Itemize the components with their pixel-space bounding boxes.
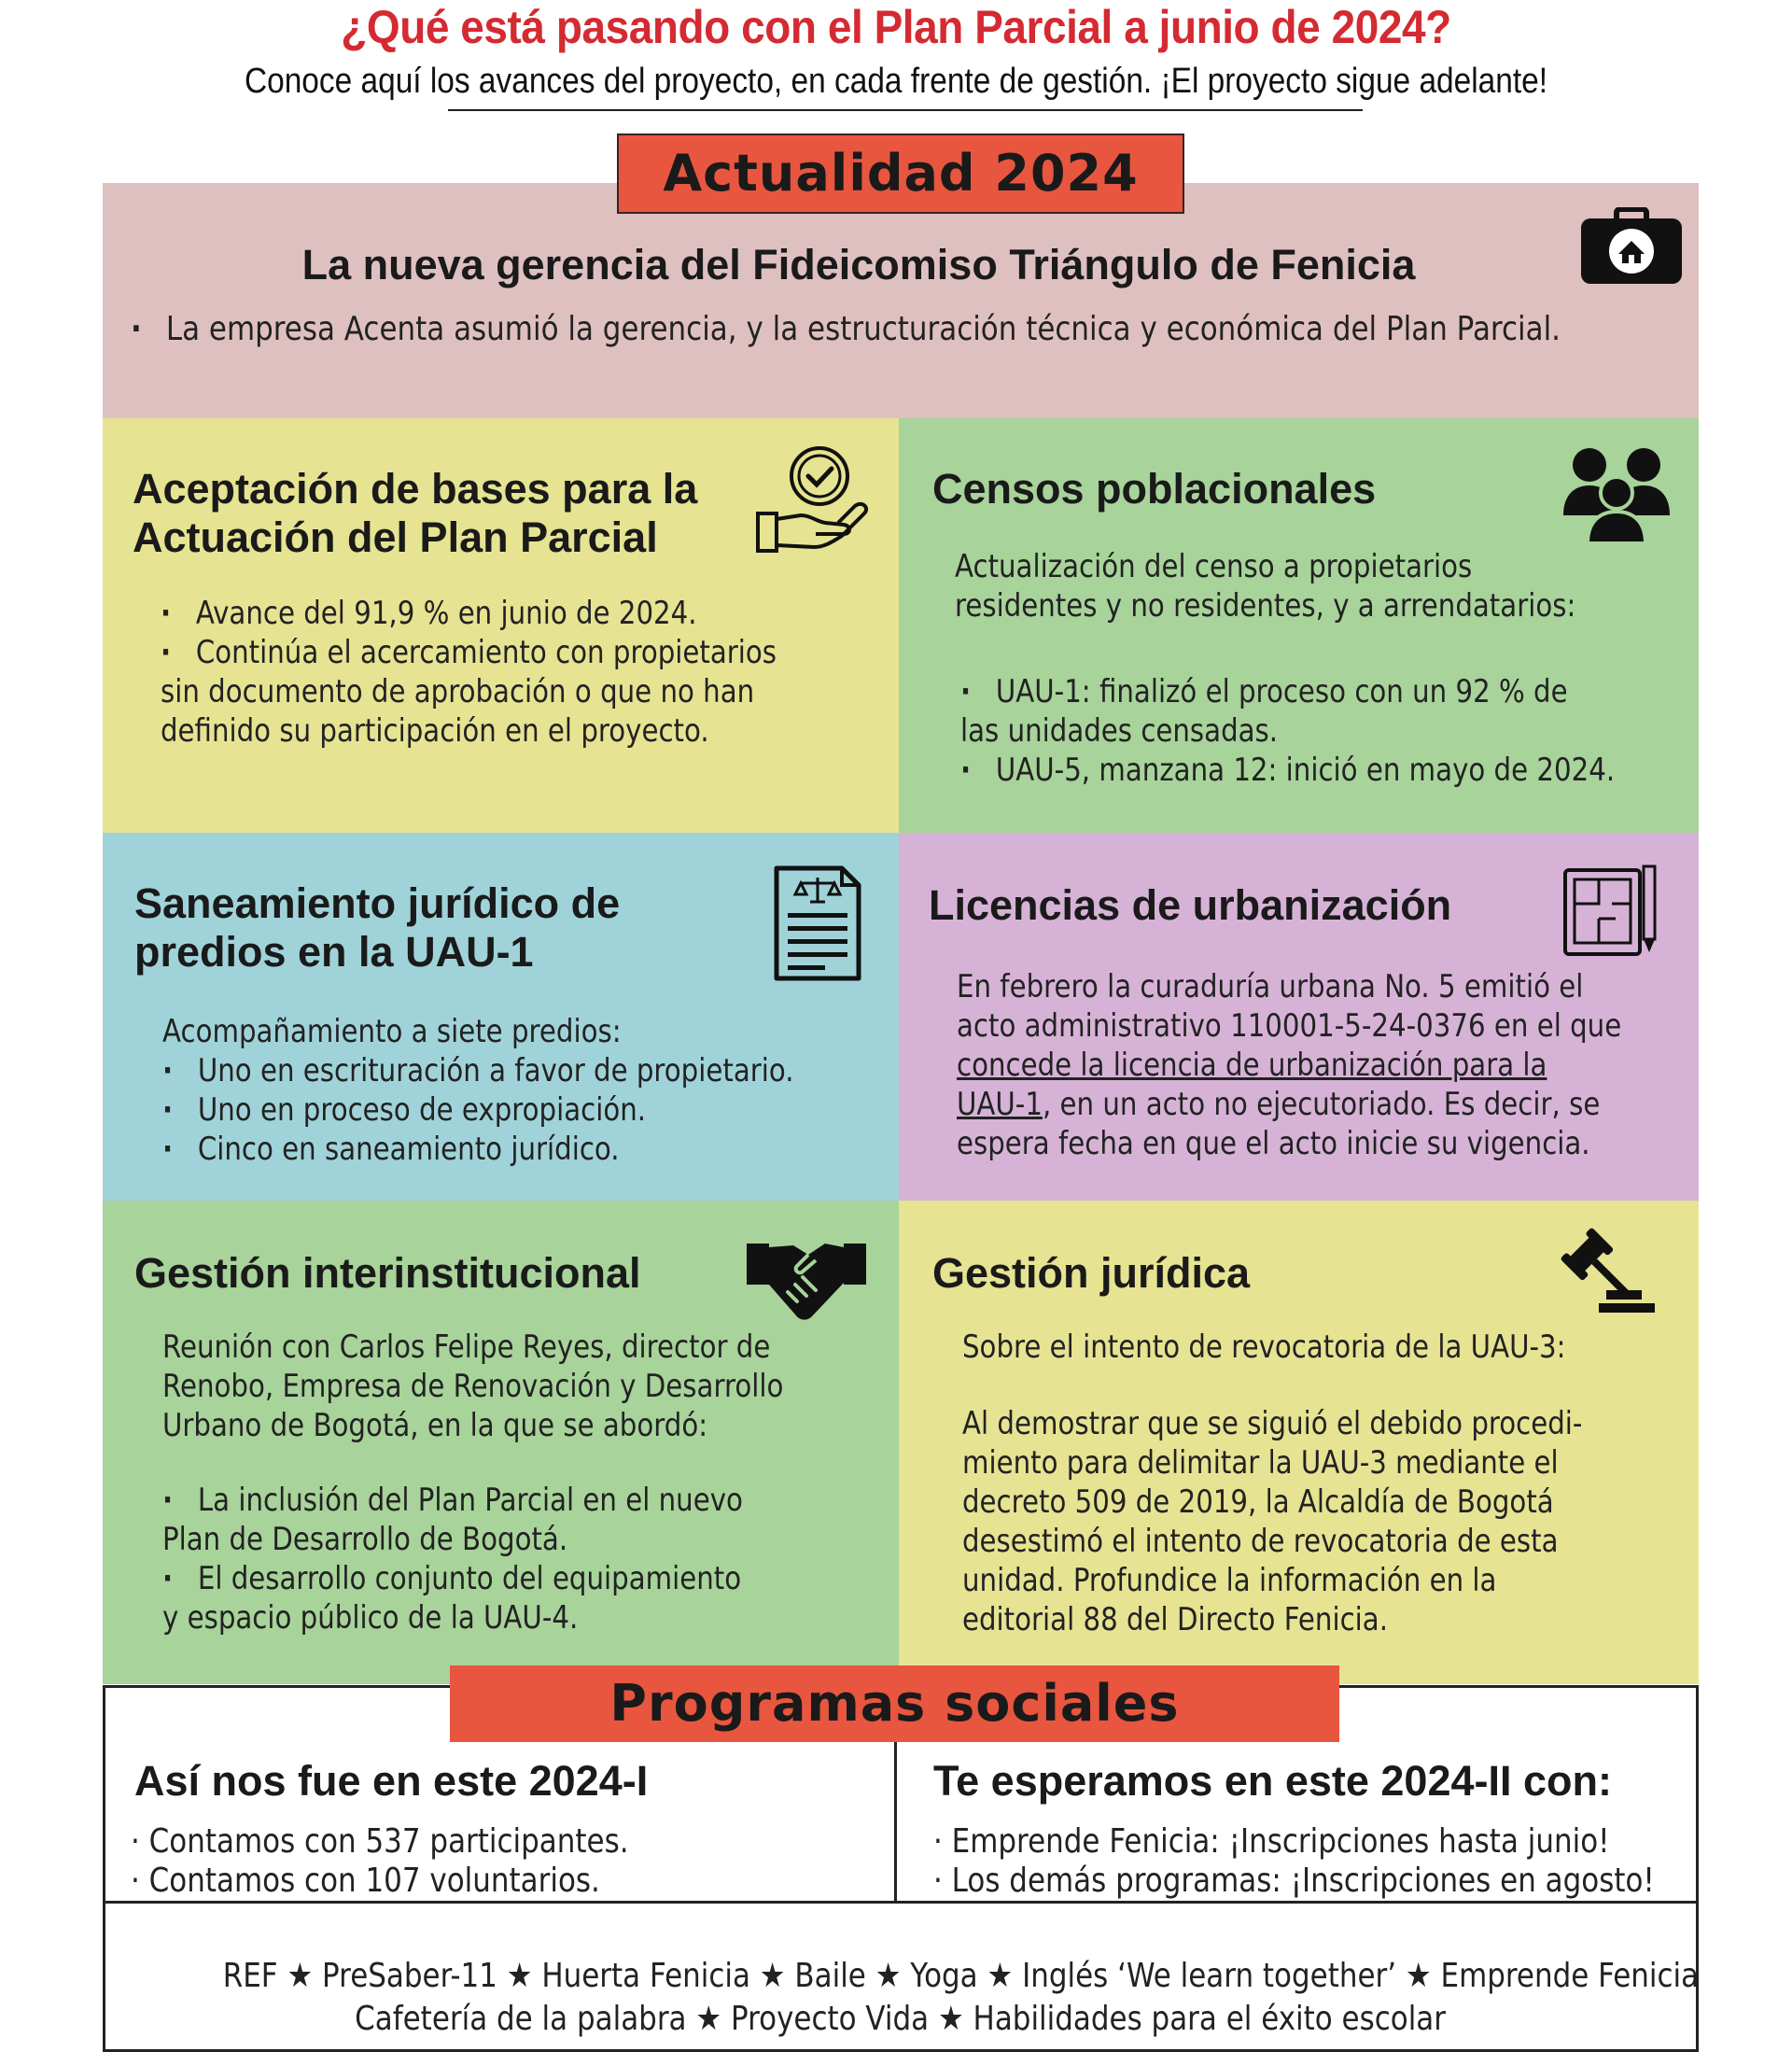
programs-list-line-1: REF ★ PreSaber-11 ★ Huerta Fenicia ★ Baile ★ Yoga ★ Inglés ‘We learn together’ ★ Emprende Fenicia — [222, 1957, 1700, 1995]
list-item: sin documento de aprobación o que no han — [161, 673, 755, 710]
juridica-title: Gestión jurídica — [932, 1249, 1251, 1297]
list-item: las unidades censadas. — [960, 712, 1279, 750]
page-title: ¿Qué está pasando con el Plan Parcial a junio de 2024? — [341, 1, 1451, 53]
list-item: definido su participación en el proyecto. — [161, 712, 709, 750]
censos-list — [960, 672, 1615, 790]
licencias-title: Licencias de urbanización — [929, 881, 1452, 929]
gavel-icon — [1560, 1227, 1657, 1314]
handshake-icon — [747, 1232, 866, 1322]
list-item: y espacio público de la UAU-4. — [162, 1599, 579, 1637]
programas-left-list — [131, 1822, 629, 1901]
licencias-panel — [899, 833, 1699, 1201]
subtitle-underline — [448, 109, 1363, 111]
hand-check-icon — [754, 444, 875, 556]
saneamiento-panel — [103, 833, 899, 1201]
saneamiento-text: Acompañamiento a siete predios: · Uno en escrituración a favor de propietario. · Uno en proceso de expropiación. · Cinco en saneamiento jurídico. — [162, 1012, 794, 1169]
interinstitucional-list — [162, 1481, 743, 1637]
programas-row-divider — [103, 1901, 1699, 1904]
list-item: · UAU-1: finalizó el proceso con un 92 % de — [960, 672, 1615, 711]
interinstitucional-panel — [103, 1201, 899, 1684]
list-item: · UAU-5, manzana 12: inició en mayo de 2024. — [960, 751, 1615, 790]
saneamiento-title: Saneamiento jurídico de predios en la UAU-1 — [134, 879, 621, 976]
gerencia-title: La nueva gerencia del Fideicomiso Triángulo de Fenicia — [301, 241, 1416, 288]
list-item: · El desarrollo conjunto del equipamiento — [162, 1559, 743, 1598]
gerencia-bullet: · La empresa Acenta asumió la gerencia, y la estructuración técnica y económica del Plan Parcial. — [131, 310, 1561, 349]
list-item: · Uno en proceso de expropiación. — [162, 1090, 794, 1130]
briefcase-house-icon — [1579, 207, 1684, 286]
aceptacion-title: Aceptación de bases para la Actuación del Plan Parcial — [133, 465, 698, 561]
list-item: · Continúa el acercamiento con propietarios — [161, 633, 777, 672]
juridica-text: Al demostrar que se siguió el debido procedi- miento para delimitar la UAU-3 mediante el decreto 509 de 2019, la Alcaldía de Bogotá desestimó el intento de revocatoria de esta unidad. Profundice la información en la editorial 88 del Directo Fenicia. — [962, 1405, 1583, 1638]
aceptacion-text — [161, 594, 777, 751]
list-item: · Los demás programas: ¡Inscripciones en agosto! — [933, 1862, 1655, 1900]
gerencia-panel — [103, 183, 1699, 418]
interinstitucional-title: Gestión interinstitucional — [134, 1249, 641, 1297]
actualidad-banner: Actualidad 2024 — [617, 134, 1184, 214]
list-item: · La inclusión del Plan Parcial en el nuevo — [162, 1481, 743, 1520]
people-group-icon — [1563, 446, 1672, 543]
page-subtitle: Conoce aquí los avances del proyecto, en cada frente de gestión. ¡El proyecto sigue adelante! — [244, 62, 1548, 101]
list-item: · Emprende Fenicia: ¡Inscripciones hasta junio! — [933, 1822, 1610, 1861]
censos-panel — [899, 418, 1699, 833]
censos-intro: Actualización del censo a propietarios residentes y no residentes, y a arrendatarios: — [955, 548, 1576, 625]
juridica-panel — [899, 1201, 1699, 1684]
list-item: · Cinco en saneamiento jurídico. — [162, 1130, 794, 1169]
programas-left-title: Así nos fue en este 2024-I — [134, 1757, 649, 1805]
licencias-text: En febrero la curaduría urbana No. 5 emitió el acto administrativo 110001-5-24-0376 en el que concede la licencia de urbanización para la UAU-1, en un acto no ejecutoriado. Es decir, se espera fecha en que el acto inicie su vigencia. — [957, 968, 1622, 1162]
aceptacion-panel — [103, 418, 899, 833]
legal-document-icon — [773, 864, 862, 982]
list-item: Plan de Desarrollo de Bogotá. — [162, 1521, 568, 1558]
programas-right-title: Te esperamos en este 2024-II con: — [933, 1757, 1612, 1805]
list-item: · Contamos con 107 voluntarios. — [131, 1862, 600, 1900]
programas-banner: Programas sociales — [450, 1665, 1339, 1742]
programas-right-list — [933, 1822, 1655, 1901]
list-item: · Avance del 91,9 % en junio de 2024. — [161, 594, 777, 633]
list-item: · Uno en escrituración a favor de propietario. — [162, 1051, 794, 1090]
juridica-intro: Sobre el intento de revocatoria de la UAU-3: — [962, 1328, 1566, 1366]
programas-column-divider — [894, 1742, 897, 1903]
list-item: · Contamos con 537 participantes. — [131, 1822, 629, 1861]
programs-list-line-2: Cafetería de la palabra ★ Proyecto Vida ★ Habilidades para el éxito escolar — [355, 2000, 1447, 2038]
blueprint-icon — [1561, 863, 1659, 960]
censos-title: Censos poblacionales — [932, 465, 1377, 513]
interinstitucional-intro: Reunión con Carlos Felipe Reyes, director de Renobo, Empresa de Renovación y Desarrollo Urbano de Bogotá, en la que se abordó: — [162, 1328, 784, 1444]
